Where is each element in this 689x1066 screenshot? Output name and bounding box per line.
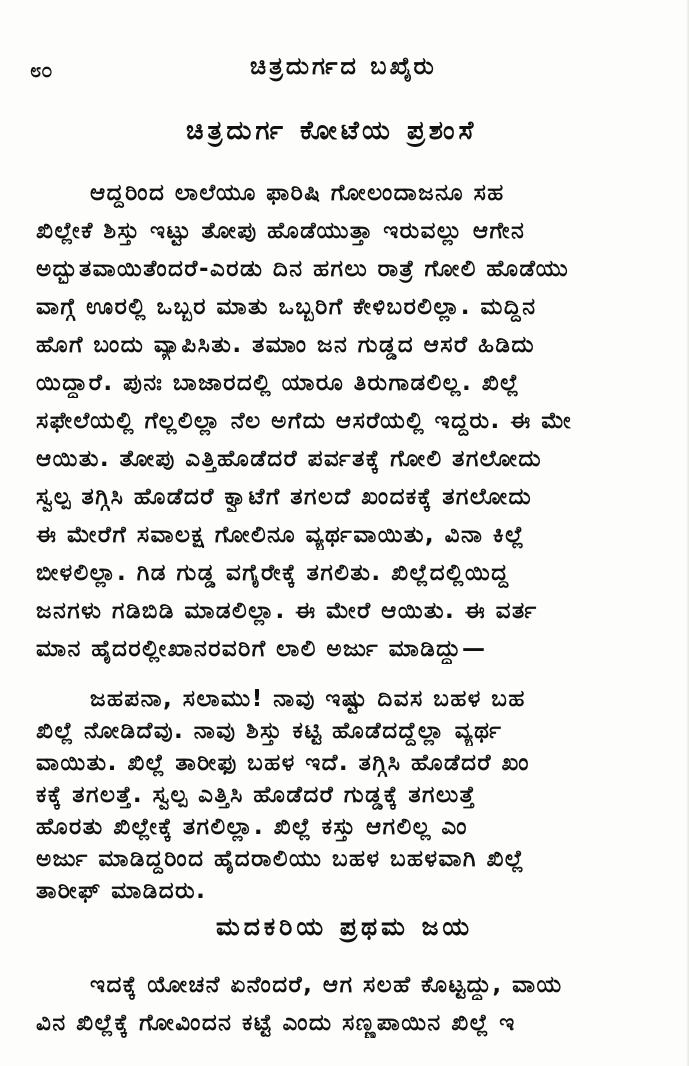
text-line: ಸಫೇಲೆಯಲ್ಲಿ ಗೆಲ್ಲಲಿಲ್ಲಾ ನೆಲ ಅಗೆದು ಆಸರೆಯಲ್ಲಿ ಇದ್ದರು. ಈ ಮೇ [36, 408, 573, 434]
text-line: ಖಿಲ್ಲೆ ನೋಡಿದೆವು. ನಾವು ಶಿಸ್ತು ಕಟ್ಟಿ ಹೊಡೆದದ್ದೆಲ್ಲಾ ವ್ಯರ್ಥ [36, 718, 503, 744]
text-line: ಆದ್ದರಿಂದ ಲಾಲೆಯೂ ಫಾರಿಷಿ ಗೋಲಂದಾಜನೂ ಸಹ [90, 180, 505, 206]
text-line: ಜಹಪನಾ, ಸಲಾಮು! ನಾವು ಇಷ್ಟು ದಿವಸ ಬಹಳ ಬಹ [90, 686, 526, 712]
text-line: ಜನಗಳು ಗಡಿಬಿಡಿ ಮಾಡಲಿಲ್ಲಾ. ಈ ಮೇರೆ ಆಯಿತು. ಈ ವರ್ತ [36, 598, 538, 624]
section-heading: ಚಿತ್ರದುರ್ಗ ಕೋಟೆಯ ಪ್ರಶಂಸೆ [186, 116, 478, 146]
text-line: ತಾರೀಫ್ ಮಾಡಿದರು. [36, 878, 207, 904]
text-line: ಅರ್ಜು ಮಾಡಿದ್ದರಿಂದ ಹೈದರಾಲಿಯು ಬಹಳ ಬಹಳವಾಗಿ ಖಿಲ್ಲೆ [36, 846, 525, 872]
page-number: ೮೦ [30, 58, 53, 82]
text-line: ವಾಯಿತು. ಖಿಲ್ಲೆ ತಾರೀಫು ಬಹಳ ಇದೆ. ತಗ್ಗಿಸಿ ಹೊಡೆದರೆ ಖಂ [36, 750, 530, 776]
text-line: ಯಿದ್ದಾರೆ. ಪುನಃ ಬಾಜಾರದಲ್ಲಿ ಯಾರೂ ತಿರುಗಾಡಲಿಲ್ಲ. ಖಿಲ್ಲೆ [36, 370, 521, 396]
text-line: ಹೊರತು ಖಿಲ್ಲೇಕ್ಕೆ ತಗಲಿಲ್ಲಾ. ಖಿಲ್ಲೆ ಕಸ್ತು ಆಗಲಿಲ್ಲ ಎಂ [36, 814, 468, 840]
text-line: ಇದಕ್ಕೆ ಯೋಚನೆ ಏನೆಂದರೆ, ಆಗ ಸಲಹೆ ಕೊಟ್ಟದ್ದು, ವಾಯ [90, 972, 563, 998]
text-line: ಅದ್ಭುತವಾಯಿತೆಂದರೆ-ಎರಡು ದಿನ ಹಗಲು ರಾತ್ರೆ ಗೋಲಿ ಹೊಡೆಯು [36, 256, 570, 282]
text-line: ಕಕ್ಕೆ ತಗಲತ್ತೆ. ಸ್ವಲ್ಪ ಎತ್ತಿಸಿ ಹೊಡೆದರೆ ಗುಡ್ಡಕ್ಕೆ ತಗಲುತ್ತೆ [36, 782, 477, 808]
text-line: ಈ ಮೇರೆಗೆ ಸವಾಲಕ್ಷ ಗೋಲಿನೂ ವ್ಯರ್ಥವಾಯಿತು, ವಿನಾ ಕಿಲ್ಲೆ [36, 522, 526, 548]
text-line: ಮಾನ ಹೈದರಲ್ಲೀಖಾನರವರಿಗೆ ಲಾಲಿ ಅರ್ಜು ಮಾಡಿದ್ದು— [36, 636, 487, 662]
text-line: ಬೀಳಲಿಲ್ಲಾ. ಗಿಡ ಗುಡ್ಡ ವಗೈರೇಕ್ಕೆ ತಗಲಿತು. ಖಿಲ್ಲೆದಲ್ಲಿಯಿದ್ದ [36, 560, 510, 586]
text-line: ಖಿಲ್ಲೇಕೆ ಶಿಸ್ತು ಇಟ್ಟು ತೋಪು ಹೊಡೆಯುತ್ತಾ ಇರುವಲ್ಲು ಆಗೇನ [36, 218, 526, 244]
page-header [30, 52, 669, 86]
text-line: ಸ್ವಲ್ಪ ತಗ್ಗಿಸಿ ಹೊಡೆದರೆ ಕ್ವಾಟೆಗೆ ತಗಲದೆ ಖಂದಕಕ್ಕೆ ತಗಲೋದು [36, 484, 533, 510]
text-line: ಆಯಿತು. ತೋಪು ಎತ್ತಿಹೊಡೆದರೆ ಪರ್ವತಕ್ಕೆ ಗೋಲಿ ತಗಲೋದು [36, 446, 543, 472]
section-heading: ಮದಕರಿಯ ಪ್ರಥಮ ಜಯ [216, 912, 474, 941]
text-line: ಹೊಗೆ ಬಂದು ವ್ಯಾಪಿಸಿತು. ತಮಾಂ ಜನ ಗುಡ್ಡದ ಆಸರೆ ಹಿಡಿದು [36, 332, 536, 358]
text-line: ವಾಗ್ಗೆ ಊರಲ್ಲಿ ಒಬ್ಬರ ಮಾತು ಒಬ್ಬರಿಗೆ ಕೇಳಿಬರಲಿಲ್ಲಾ. ಮದ್ದಿನ [36, 294, 537, 320]
text-line: ವಿನ ಖಿಲ್ಲೆಕ್ಕೆ ಗೋವಿಂದನ ಕಟ್ಟೆ ಎಂದು ಸಣ್ಣಪಾಯಿನ ಖಿಲ್ಲೆ ಇ [36, 1010, 516, 1036]
running-head: ಚಿತ್ರದುರ್ಗದ ಬಖೈರು [250, 52, 437, 80]
